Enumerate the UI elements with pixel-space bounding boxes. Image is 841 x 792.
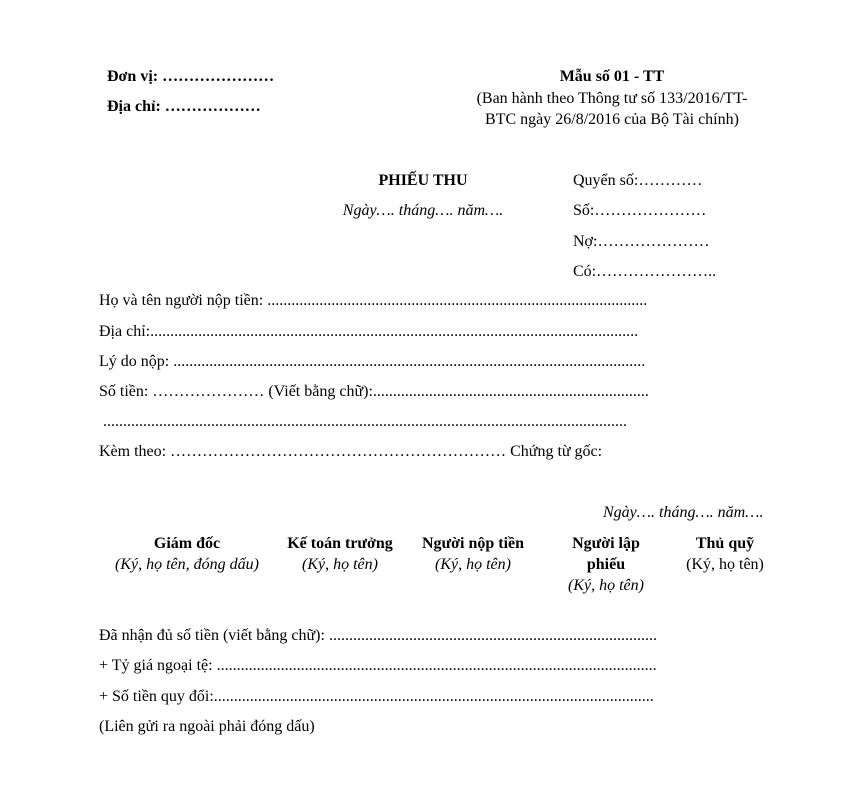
- signature-director: [112, 533, 262, 575]
- signature-title: Người nộp tiền: [421, 535, 525, 552]
- voucher-number-field: Số:…………………: [573, 202, 707, 219]
- issued-by-line-1: (Ban hành theo Thông tư số 133/2016/TT-: [476, 90, 748, 107]
- signature-note: (Ký, họ tên): [568, 577, 644, 594]
- signature-note: (Ký, họ tên, đóng dấu): [115, 556, 259, 573]
- payment-reason-field: Lý do nộp: ......................................................................................................................: [99, 353, 646, 370]
- unit-address-field: Địa chỉ: ………………: [107, 98, 261, 115]
- signature-chief-accountant: [270, 533, 410, 575]
- signature-title: Người lập phiếu: [572, 535, 640, 573]
- payer-address-field: Địa chỉ:..........................................................................................................................: [99, 323, 639, 340]
- signature-note: (Ký, họ tên): [686, 556, 764, 573]
- signature-payer: [420, 533, 526, 575]
- signature-title: Thủ quỹ: [695, 535, 755, 552]
- signature-cashier: [683, 533, 767, 575]
- exchange-rate-field: + Tỷ giá ngoại tệ: ..............................................................................................................: [99, 657, 657, 674]
- debit-field: Nợ:…………………: [573, 233, 710, 250]
- unit-field: Đơn vị: …………………: [107, 68, 275, 85]
- document-date: Ngày…. tháng…. năm….: [342, 202, 504, 219]
- document-title: PHIẾU THU: [378, 172, 468, 189]
- signature-title: Kế toán trưởng: [287, 535, 393, 552]
- book-number-field: Quyển số:…………: [573, 172, 703, 189]
- converted-amount-field: + Số tiền quy đổi:..............................................................................................................: [99, 688, 654, 705]
- received-amount-field: Đã nhận đủ số tiền (viết bằng chữ): ..................................................................................: [99, 627, 657, 644]
- amount-field: Số tiền: ………………… (Viết bằng chữ):.....................................................................: [99, 383, 649, 400]
- issued-by-line-2: BTC ngày 26/8/2016 của Bộ Tài chính): [485, 111, 739, 128]
- signature-note: (Ký, họ tên): [435, 556, 511, 573]
- credit-field: Có:…………………..: [573, 263, 717, 280]
- payer-name-field: Họ và tên người nộp tiền: ...............................................................................................: [99, 292, 648, 309]
- attachments-field: Kèm theo: ……………………………………………………… Chứng từ gốc:: [99, 443, 603, 460]
- signature-preparer: [556, 533, 656, 596]
- signature-title: Giám đốc: [153, 535, 221, 552]
- signature-note: (Ký, họ tên): [302, 556, 378, 573]
- amount-continuation-line: ...................................................................................................................................: [103, 413, 627, 430]
- stamp-note: (Liên gửi ra ngoài phải đóng dấu): [99, 718, 315, 735]
- signature-date: Ngày…. tháng…. năm….: [603, 504, 764, 521]
- form-code: Mẫu số 01 - TT: [559, 68, 665, 85]
